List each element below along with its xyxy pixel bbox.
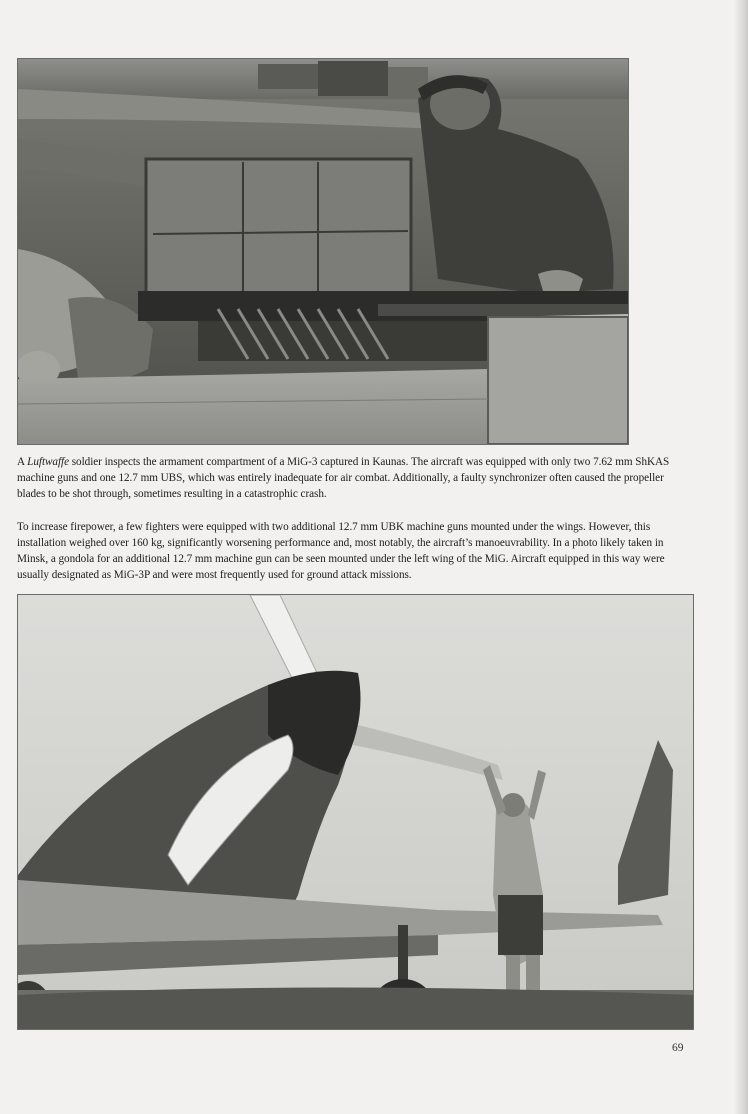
- caption-prefix: A: [17, 456, 28, 468]
- photo-armament-compartment: [17, 58, 629, 445]
- photo-propeller-soldier: [17, 594, 694, 1030]
- page-edge-shadow: [734, 0, 748, 1114]
- caption-text: soldier inspects the armament compartment of a MiG-3 captured in Kaunas. The aircraft was equipped with only two 7.62 mm ShKAS machine guns and one 12.7 mm UBS, which was entirely inadequate for air combat. Additionally, a faulty synchronizer often caused the propeller blades to be shot through, sometimes resulting in a catastrophic crash.: [17, 456, 670, 500]
- page-number: 69: [672, 1042, 684, 1054]
- photo-caption-top: [17, 454, 692, 502]
- caption-italic-term: Luftwaffe: [27, 456, 69, 468]
- body-paragraph: To increase firepower, a few fighters were equipped with two additional 12.7 mm UBK machine guns mounted under the wings. However, this installation weighed over 160 kg, significantly worsening performance and, most notably, the aircraft’s manoeuvrability. In a photo likely taken in Minsk, a gondola for an additional 12.7 mm machine gun can be seen mounted under the left wing of the MiG. Aircraft equipped in this way were usually designated as MiG-3P and were most frequently used for ground attack missions.: [17, 521, 665, 581]
